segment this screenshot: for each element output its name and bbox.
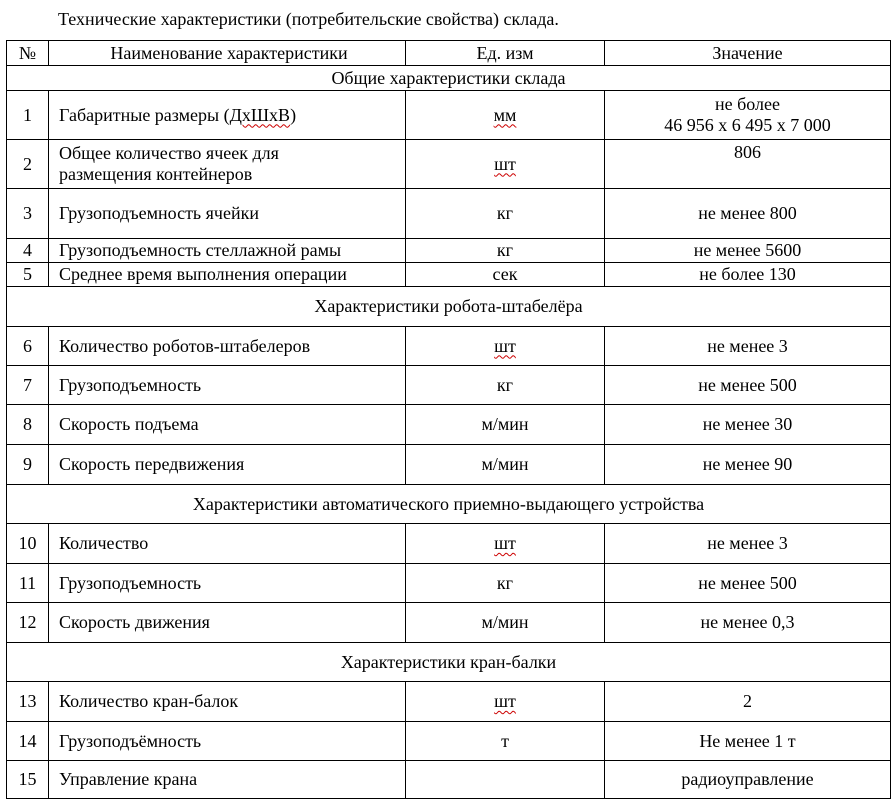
row-unit: т	[406, 722, 605, 761]
row-value: не менее 5600	[605, 239, 891, 263]
header-unit: Ед. изм	[406, 41, 605, 66]
section-title: Общие характеристики склада	[7, 66, 891, 91]
table-row	[7, 405, 891, 445]
row-name: Управление крана	[49, 761, 406, 799]
table-row	[7, 239, 891, 263]
row-number: 10	[7, 524, 49, 564]
row-value: не менее 30	[605, 405, 891, 445]
row-name-line: Общее количество ячеек для	[59, 143, 279, 163]
row-unit: м/мин	[406, 405, 605, 445]
row-name: Скорость передвижения	[49, 445, 406, 485]
row-value: не более 130	[605, 263, 891, 287]
row-unit: кг	[406, 366, 605, 405]
row-value: 2	[605, 682, 891, 722]
header-name: Наименование характеристики	[49, 41, 406, 66]
table-row	[7, 682, 891, 722]
row-value-line: не более	[714, 94, 780, 114]
row-unit: кг	[406, 189, 605, 239]
document-caption: Технические характеристики (потребительские свойства) склада.	[58, 9, 559, 29]
table-row	[7, 91, 891, 140]
row-unit-text: шт	[494, 691, 516, 711]
row-name: Грузоподъемность	[49, 366, 406, 405]
row-value: не менее 500	[605, 366, 891, 405]
row-name-part: Габаритные размеры (	[59, 104, 230, 125]
table-row	[7, 722, 891, 761]
table-row	[7, 524, 891, 564]
row-name	[49, 140, 406, 189]
row-value: не менее 800	[605, 189, 891, 239]
row-name: Количество	[49, 524, 406, 564]
row-number: 5	[7, 263, 49, 287]
row-number: 12	[7, 603, 49, 643]
row-value: Не менее 1 т	[605, 722, 891, 761]
row-number: 14	[7, 722, 49, 761]
table-row	[7, 366, 891, 405]
row-unit: кг	[406, 564, 605, 603]
row-number: 4	[7, 239, 49, 263]
table-row	[7, 263, 891, 287]
row-name: Грузоподъемность стеллажной рамы	[49, 239, 406, 263]
row-value: 806	[605, 140, 891, 189]
row-value: не менее 3	[605, 327, 891, 366]
row-number: 11	[7, 564, 49, 603]
row-unit-text: шт	[494, 533, 516, 553]
section-row	[7, 485, 891, 524]
row-number: 1	[7, 91, 49, 140]
table-row	[7, 564, 891, 603]
row-unit-text: шт	[494, 153, 516, 174]
table-row	[7, 327, 891, 366]
row-value: не менее 500	[605, 564, 891, 603]
table-row	[7, 445, 891, 485]
row-unit: м/мин	[406, 445, 605, 485]
row-number: 6	[7, 327, 49, 366]
row-name: Среднее время выполнения операции	[49, 263, 406, 287]
row-number: 7	[7, 366, 49, 405]
row-name-part: )	[290, 104, 297, 125]
table-row	[7, 189, 891, 239]
row-unit: кг	[406, 239, 605, 263]
row-name-line: размещения контейнеров	[59, 164, 253, 184]
table-row	[7, 603, 891, 643]
row-number: 9	[7, 445, 49, 485]
row-name: Скорость движения	[49, 603, 406, 643]
row-name: Количество роботов-штабелеров	[49, 327, 406, 366]
row-unit: сек	[406, 263, 605, 287]
section-title: Характеристики робота-штабелёра	[7, 287, 891, 327]
row-unit	[406, 524, 605, 564]
row-unit: м/мин	[406, 603, 605, 643]
row-number: 2	[7, 140, 49, 189]
row-unit	[406, 327, 605, 366]
row-value: не менее 3	[605, 524, 891, 564]
row-number: 3	[7, 189, 49, 239]
row-number: 15	[7, 761, 49, 799]
row-unit	[406, 140, 605, 189]
header-value: Значение	[605, 41, 891, 66]
row-unit-text: шт	[494, 335, 516, 356]
header-number: №	[7, 41, 49, 66]
row-name: Грузоподъемность	[49, 564, 406, 603]
row-value: не менее 90	[605, 445, 891, 485]
section-row	[7, 66, 891, 91]
section-title: Характеристики кран-балки	[7, 643, 891, 682]
row-name: Грузоподъемность ячейки	[49, 189, 406, 239]
section-row	[7, 287, 891, 327]
row-name: Количество кран-балок	[49, 682, 406, 722]
row-value: радиоуправление	[605, 761, 891, 799]
specifications-table	[6, 40, 891, 799]
row-unit	[406, 682, 605, 722]
row-number: 8	[7, 405, 49, 445]
row-name-part: ДхШхВ	[229, 104, 291, 125]
row-value	[605, 91, 891, 140]
table-row	[7, 140, 891, 189]
section-row	[7, 643, 891, 682]
table-header-row	[7, 41, 891, 66]
row-unit-text: мм	[493, 104, 517, 125]
section-title: Характеристики автоматического приемно-выдающего устройства	[7, 485, 891, 524]
row-name: Скорость подъема	[49, 405, 406, 445]
row-number: 13	[7, 682, 49, 722]
row-unit	[406, 761, 605, 799]
row-name	[49, 91, 406, 140]
row-unit	[406, 91, 605, 140]
row-name: Грузоподъёмность	[49, 722, 406, 761]
row-value: не менее 0,3	[605, 603, 891, 643]
row-value-line: 46 956 х 6 495 х 7 000	[664, 115, 831, 135]
table-row	[7, 761, 891, 799]
